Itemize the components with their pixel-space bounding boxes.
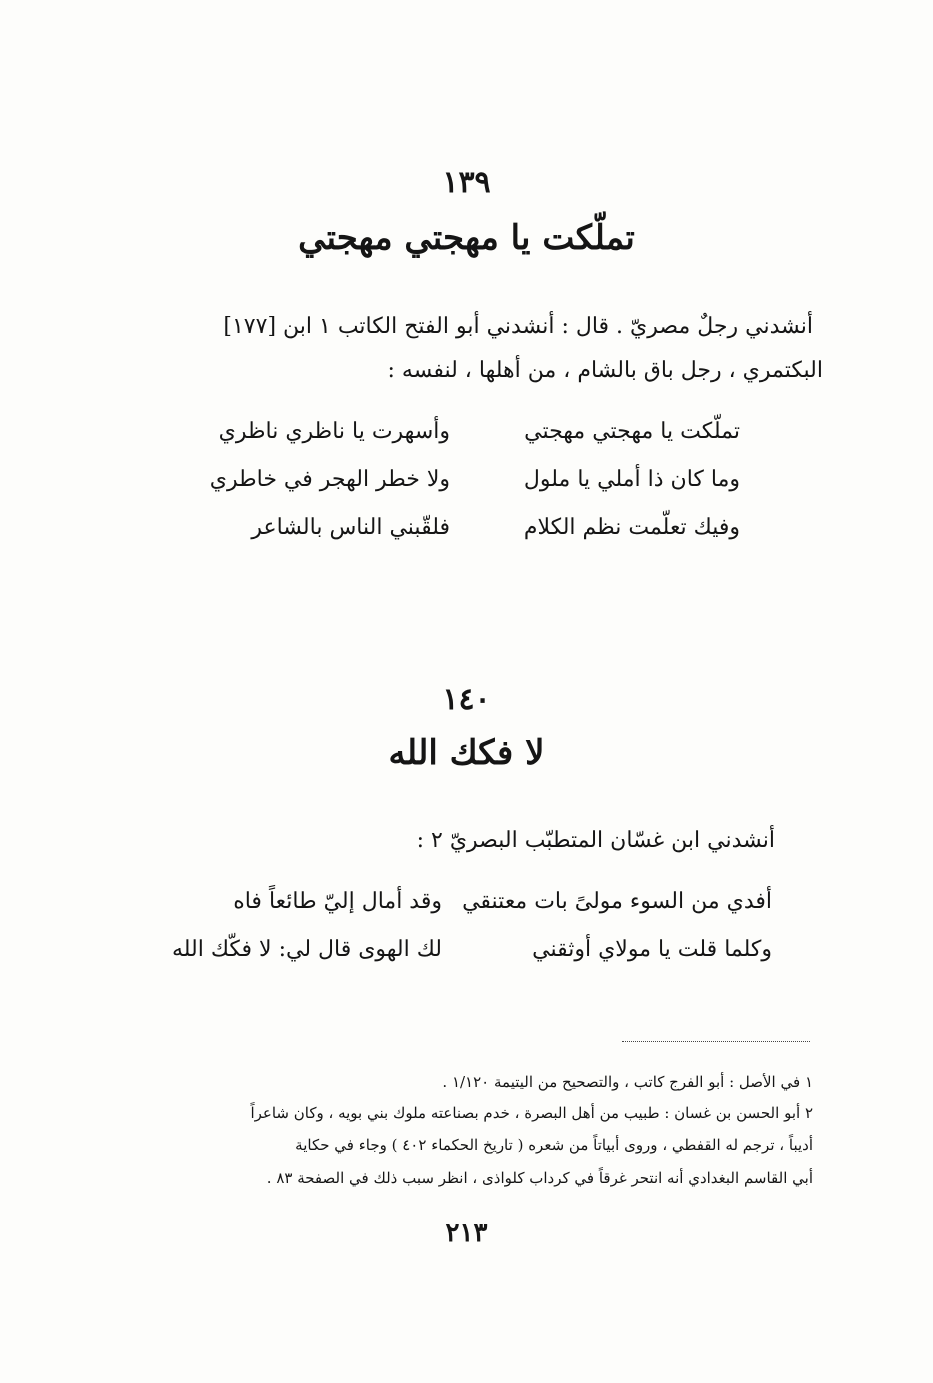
verse-hemistich-second: وأسهرت يا ناظري ناظري	[218, 419, 450, 444]
verse	[180, 466, 740, 494]
section-number: ١٤٠	[442, 682, 491, 717]
verse-hemistich-first: وما كان ذا أملي يا ملول	[523, 467, 740, 492]
intro-line: أنشدني ابن غسّان المتطبّب البصريّ ٢ :	[416, 828, 775, 853]
verse-hemistich-second: ولا خطر الهجر في خاطري	[209, 467, 450, 492]
intro-line: البكتمري ، رجل باق بالشام ، من أهلها ، لنفسه :	[387, 358, 823, 383]
section-number: ١٣٩	[442, 165, 491, 200]
footnote: ١ في الأصل : أبو الفرج كاتب ، والتصحيح من اليتيمة ١/١٢٠ .	[442, 1073, 813, 1091]
verse-hemistich-second: وقد أمال إليّ طائعاً فاه	[233, 889, 442, 914]
verse	[150, 888, 772, 916]
verse	[180, 418, 740, 446]
verse	[150, 936, 772, 964]
verse-hemistich-second: لك الهوى قال لي: لا فكّك الله	[171, 937, 442, 962]
page-number: ٢١٣	[445, 1218, 488, 1248]
verse-hemistich-first: وكلما قلت يا مولاي أوثقني	[532, 937, 772, 962]
verse-hemistich-second: فلقّبني الناس بالشاعر	[251, 515, 450, 540]
intro-line: أنشدني رجلٌ مصريّ . قال : أنشدني أبو الفتح الكاتب ١ ابن [١٧٧]	[223, 314, 813, 339]
verse-hemistich-first: أفدي من السوء مولىً بات معتنقي	[462, 889, 772, 914]
footnote-continuation: أديباً ، ترجم له القفطي ، وروى أبياتاً من شعره ( تاريخ الحكماء ٤٠٢ ) وجاء في حكاية	[295, 1136, 813, 1154]
verse	[180, 514, 740, 542]
verse-hemistich-first: وفيك تعلّمت نظم الكلام	[523, 515, 740, 540]
footnote-continuation: أبي القاسم البغدادي أنه انتحر غرقاً في كرداب كلواذى ، انظر سبب ذلك في الصفحة ٨٣ .	[266, 1169, 813, 1187]
footnote-separator	[622, 1041, 810, 1042]
footnote: ٢ أبو الحسن بن غسان : طبيب من أهل البصرة ، خدم بصناعته ملوك بني بويه ، وكان شاعراً	[250, 1104, 813, 1122]
verse-hemistich-first: تملّكت يا مهجتي مهجتي	[524, 419, 740, 444]
section-title: تملّكت يا مهجتي مهجتي	[298, 218, 635, 258]
section-title: لا فكك الله	[388, 733, 545, 773]
